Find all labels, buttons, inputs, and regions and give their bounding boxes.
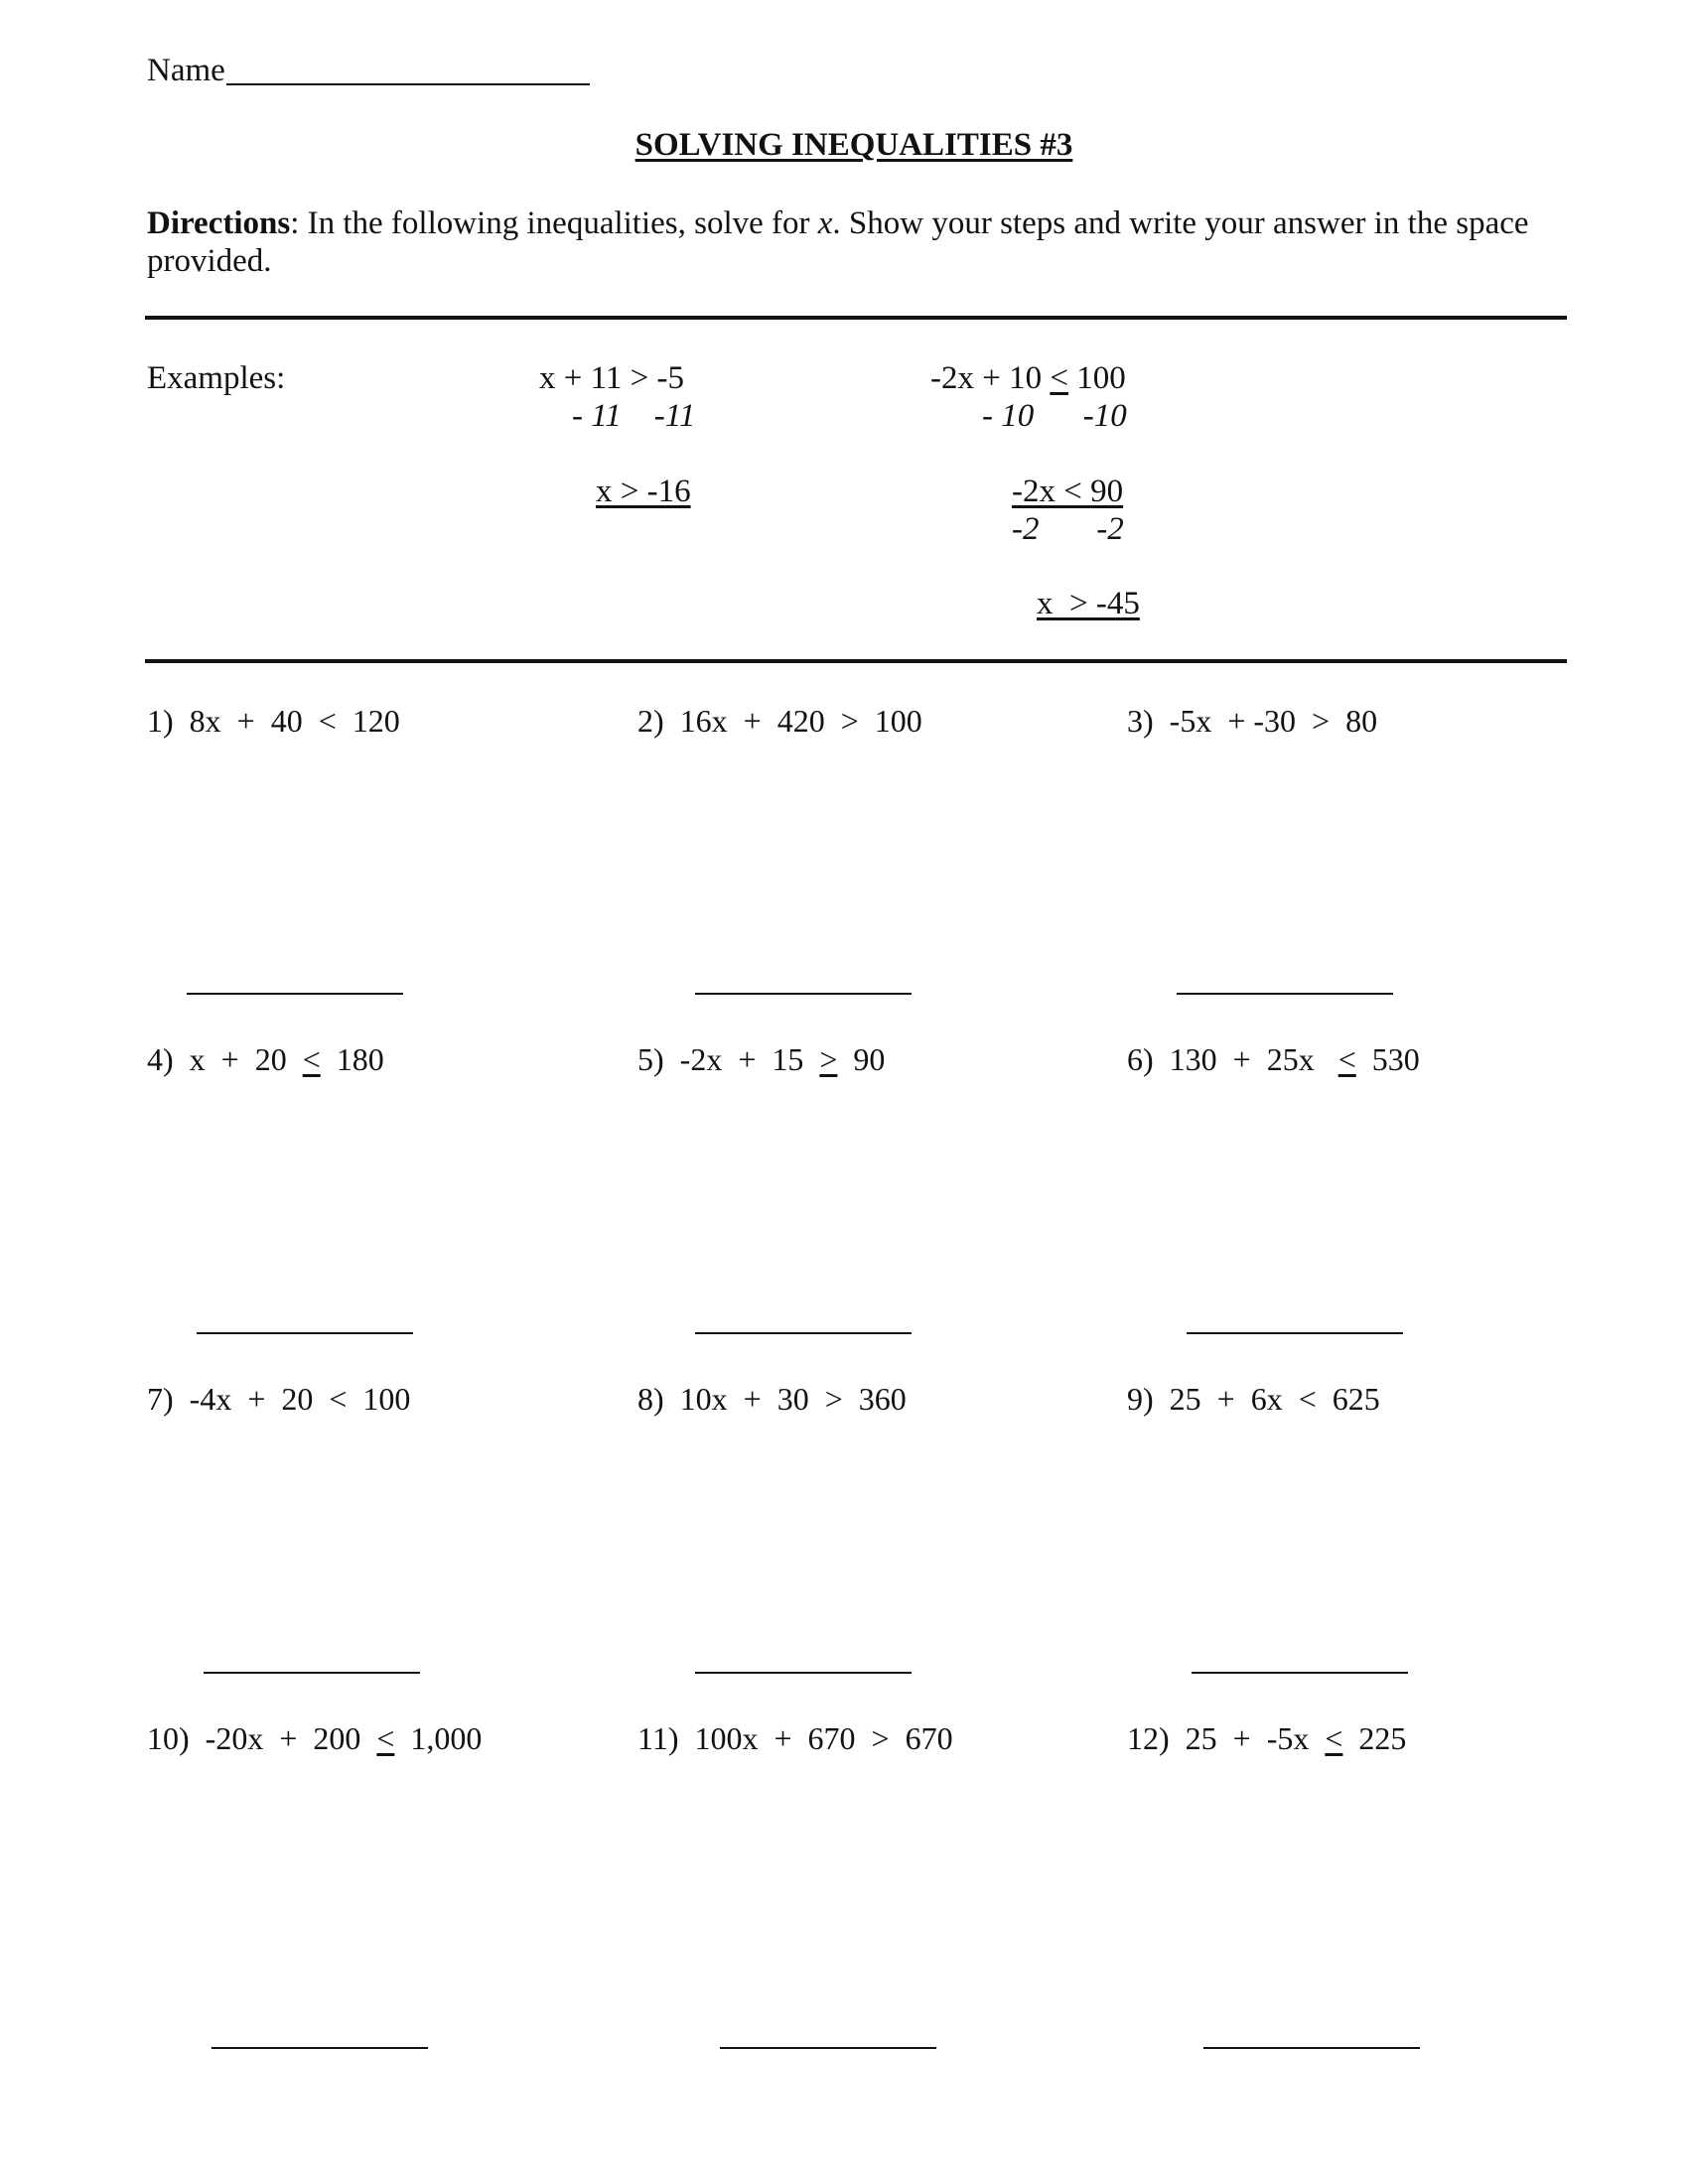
example2-line4: -2 -2: [1012, 511, 1124, 547]
answer-blank-5[interactable]: [695, 1332, 912, 1334]
example2-answer: x > -45: [1037, 586, 1140, 621]
example1-line1: x + 11 > -5: [539, 360, 684, 396]
answer-blank-6[interactable]: [1187, 1332, 1403, 1334]
problem-9: 9) 25 + 6x < 625: [1127, 1381, 1380, 1417]
bottom-divider: [145, 659, 1567, 663]
directions: [147, 205, 1577, 280]
answer-blank-8[interactable]: [695, 1672, 912, 1674]
problem-8: 8) 10x + 30 > 360: [637, 1381, 907, 1417]
answer-blank-11[interactable]: [720, 2047, 936, 2049]
directions-variable: x: [817, 205, 833, 241]
problem-1: 1) 8x + 40 < 120: [147, 703, 400, 739]
problem-5-left: 5) -2x + 15: [637, 1041, 820, 1077]
problem-7: 7) -4x + 20 < 100: [147, 1381, 411, 1417]
name-answer-line[interactable]: [226, 83, 590, 85]
problem-4-symbol: <: [302, 1041, 321, 1077]
problem-5-symbol: >: [819, 1041, 838, 1077]
problem-2: 2) 16x + 420 > 100: [637, 703, 922, 739]
problem-5: [637, 1043, 885, 1075]
examples-label: Examples:: [147, 360, 286, 396]
example2-line1-left: -2x + 10: [930, 360, 1051, 396]
example2-line2: - 10 -10: [982, 398, 1127, 434]
answer-blank-1[interactable]: [187, 993, 403, 995]
problem-6-left: 6) 130 + 25x: [1127, 1041, 1338, 1077]
problem-6-symbol: <: [1337, 1041, 1356, 1077]
problem-10: [147, 1722, 482, 1754]
problem-4-left: 4) x + 20: [147, 1041, 303, 1077]
example2-line3-left: -2x: [1012, 474, 1055, 509]
top-divider: [145, 316, 1567, 320]
problem-6-right: 530: [1355, 1041, 1420, 1077]
answer-blank-2[interactable]: [695, 993, 912, 995]
answer-blank-3[interactable]: [1177, 993, 1393, 995]
problem-12-right: 225: [1342, 1720, 1407, 1756]
problem-12-symbol: <: [1325, 1720, 1343, 1756]
answer-blank-9[interactable]: [1192, 1672, 1408, 1674]
problem-12-left: 12) 25 + -5x: [1127, 1720, 1326, 1756]
example1-line2: - 11 -11: [572, 398, 696, 434]
example2-line1-right: 100: [1067, 360, 1126, 396]
answer-blank-12[interactable]: [1203, 2047, 1420, 2049]
problem-10-left: 10) -20x + 200: [147, 1720, 377, 1756]
problem-6: [1127, 1043, 1420, 1075]
example2-line3-symbol: <: [1055, 474, 1091, 509]
problem-5-right: 90: [837, 1041, 886, 1077]
page-title: SOLVING INEQUALITIES #3: [634, 127, 1073, 163]
example2-line1-symbol: <: [1050, 360, 1068, 396]
problem-3: 3) -5x + -30 > 80: [1127, 703, 1378, 739]
example2-line1: [930, 362, 1126, 395]
answer-blank-7[interactable]: [204, 1672, 420, 1674]
answer-blank-4[interactable]: [197, 1332, 413, 1334]
directions-text: : In the following inequalities, solve for: [290, 205, 818, 241]
example1-answer: x > -16: [596, 474, 691, 509]
problem-10-symbol: <: [376, 1720, 395, 1756]
problem-4-right: 180: [320, 1041, 384, 1077]
problem-10-right: 1,000: [394, 1720, 483, 1756]
name-label: Name: [147, 53, 225, 88]
directions-label: Directions: [147, 205, 291, 241]
answer-blank-10[interactable]: [211, 2047, 428, 2049]
problem-4: [147, 1043, 384, 1075]
problem-12: [1127, 1722, 1406, 1754]
problem-11: 11) 100x + 670 > 670: [637, 1720, 953, 1756]
example2-line3: [1012, 476, 1123, 508]
example2-line3-right: 90: [1090, 474, 1124, 509]
directions-text-2: . Show your steps and write your answer in the space provided.: [147, 205, 1529, 279]
